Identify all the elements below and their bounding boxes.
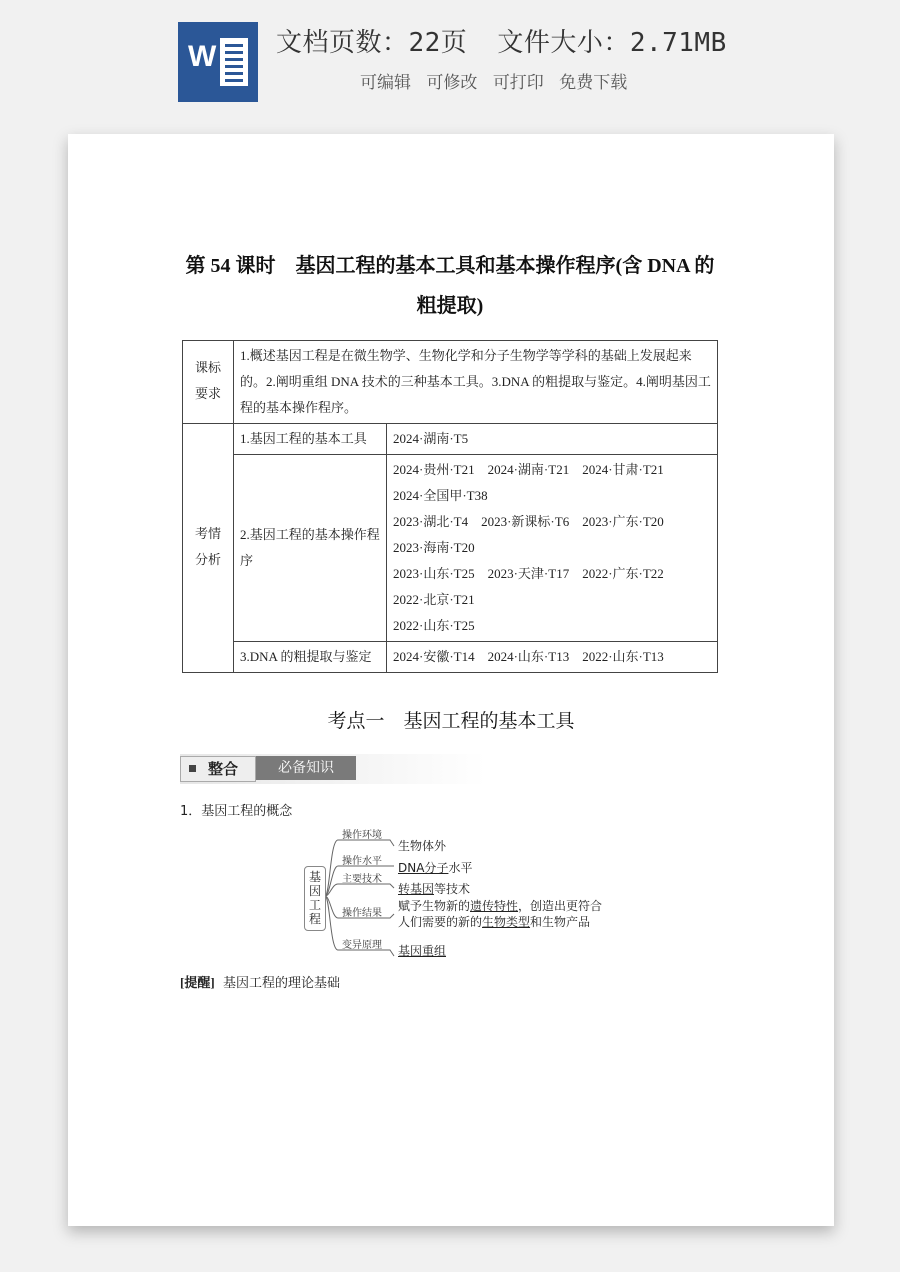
file-features — [360, 68, 637, 93]
branch-value: 生物体外 — [398, 839, 447, 853]
feature-modifiable: 可修改 — [426, 73, 478, 93]
reminder-text: 基因工程的理论基础 — [222, 976, 340, 991]
concept-map — [304, 826, 624, 960]
exam-refs-cell: 2024·安徽·T14 2024·山东·T13 2022·山东·T13 — [387, 642, 718, 673]
branch-label: 操作环境 — [342, 830, 382, 841]
word-file-icon — [178, 22, 258, 102]
word-logo-letter: W — [188, 40, 217, 73]
topic-cell: 2.基因工程的基本操作程序 — [234, 455, 387, 642]
reminder-label: [提醒] — [180, 975, 215, 990]
requirement-header: 课标 要求 — [183, 341, 234, 424]
branch-value: 基因重组 — [398, 944, 447, 958]
square-bullet-icon — [189, 765, 196, 772]
exam-refs-cell: 2024·贵州·T21 2024·湖南·T21 2024·甘肃·T21 2024·全国甲·T38 2023·湖北·T4 2023·新课标·T6 2023·广东·T20 2023·海南·T20 2023·山东·T25 2023·天津·T17 2022·广东·T22 2022·北京·T21 2022·山东·T25 — [387, 455, 718, 642]
requirement-text: 1.概述基因工程是在微生物学、生物化学和分子生物学等学科的基础上发展起来的。2.阐明重组 DNA 技术的三种基本工具。3.DNA 的粗提取与鉴定。4.阐明基因工程的基本操作程序。 — [234, 341, 718, 424]
document-page — [68, 134, 834, 1226]
analysis-header: 考情 分析 — [183, 424, 234, 673]
table-row — [183, 455, 718, 642]
reminder-note — [180, 972, 340, 991]
table-row — [183, 424, 718, 455]
document-lines-icon — [220, 38, 248, 86]
file-size: 文件大小：2.71MB — [497, 28, 727, 58]
branch-label: 主要技术 — [342, 874, 382, 885]
branch-value: 转基因等技术 — [398, 882, 471, 896]
feature-free-download: 免费下载 — [559, 73, 628, 93]
branch-label: 操作水平 — [342, 856, 382, 867]
branch-value: DNA分子水平 — [398, 861, 473, 875]
feature-printable: 可打印 — [492, 73, 544, 93]
branch-label: 变异原理 — [342, 940, 382, 951]
branch-label: 操作结果 — [342, 908, 382, 919]
integration-tag: 整合 — [180, 756, 256, 782]
topic-cell: 3.DNA 的粗提取与鉴定 — [234, 642, 387, 673]
page-title — [180, 246, 720, 326]
topic-cell: 1.基因工程的基本工具 — [234, 424, 387, 455]
curriculum-table — [182, 340, 718, 673]
title-line-1: 第 54 课时 基因工程的基本工具和基本操作程序(含 DNA 的 — [185, 255, 715, 277]
exam-refs-cell: 2024·湖南·T5 — [387, 424, 718, 455]
essential-knowledge-tag: 必备知识 — [256, 756, 356, 780]
branch-value: 赋予生物新的遗传特性，创造出更符合 人们需要的新的生物类型和生物产品 — [398, 899, 603, 929]
table-row — [183, 642, 718, 673]
table-row — [183, 341, 718, 424]
section-title: 考点一 基因工程的基本工具 — [327, 710, 575, 732]
header-banner — [0, 0, 900, 110]
feature-editable: 可编辑 — [360, 73, 411, 93]
page-count: 文档页数：22页 — [276, 28, 468, 58]
section-tag-bar — [180, 754, 486, 784]
concept-root: 基 因 工 程 — [304, 866, 326, 931]
file-info-title — [276, 22, 727, 59]
point-heading: 1．基因工程的概念 — [180, 804, 293, 819]
title-line-2: 粗提取) — [416, 295, 484, 317]
